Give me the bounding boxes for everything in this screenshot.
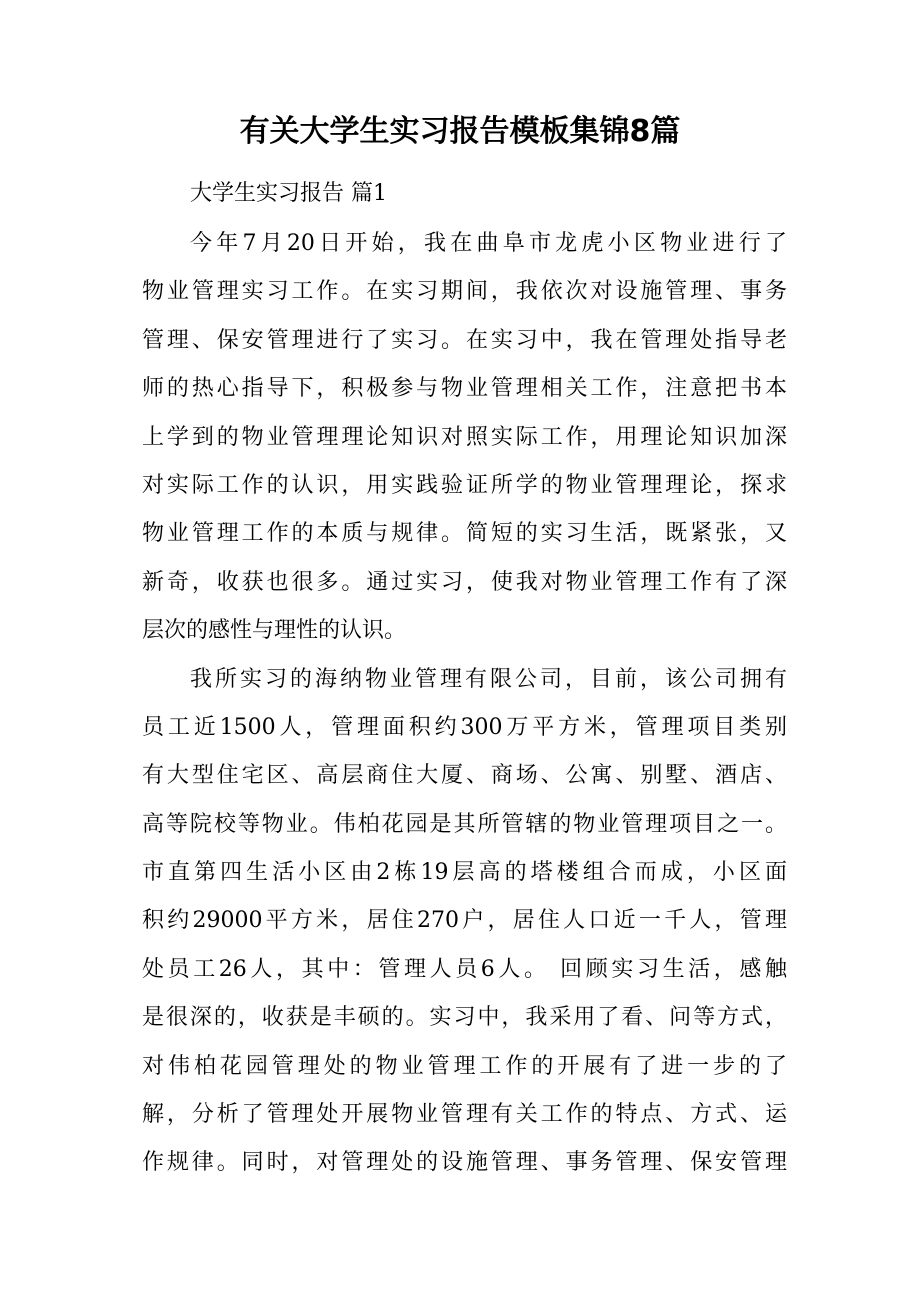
paragraph-line: 市直第四生活小区由2栋19层高的塔楼组合而成，小区面 [142, 860, 787, 886]
paragraph-line: 物业管理实习工作。在实习期间，我依次对设施管理、事务 [142, 279, 787, 305]
body-text [142, 222, 787, 1190]
document-title: 有关大学生实习报告模板集锦8篇 [239, 114, 681, 149]
paragraph-line: 层次的感性与理性的认识。 [142, 618, 407, 644]
section-heading: 大学生实习报告 篇1 [190, 181, 387, 206]
paragraph-line: 高等院校等物业。伟柏花园是其所管辖的物业管理项目之一。 [142, 811, 787, 837]
paragraph-line: 作规律。同时，对管理处的设施管理、事务管理、保安管理 [142, 1150, 787, 1176]
paragraph-line: 物业管理工作的本质与规律。简短的实习生活，既紧张，又 [142, 521, 787, 547]
paragraph-line: 积约29000平方米，居住270户，居住人口近一千人，管理 [142, 908, 787, 934]
paragraph-line: 管理、保安管理进行了实习。在实习中，我在管理处指导老 [142, 327, 787, 353]
paragraph-line: 解，分析了管理处开展物业管理有关工作的特点、方式、运 [142, 1102, 787, 1128]
paragraph-line: 员工近1500人，管理面积约300万平方米，管理项目类别 [142, 714, 787, 740]
paragraph-line: 上学到的物业管理理论知识对照实际工作，用理论知识加深 [142, 424, 787, 450]
paragraph-line: 对实际工作的认识，用实践验证所学的物业管理理论，探求 [142, 472, 787, 498]
paragraph-line: 对伟柏花园管理处的物业管理工作的开展有了进一步的了 [142, 1053, 787, 1079]
paragraph-line: 师的热心指导下，积极参与物业管理相关工作，注意把书本 [142, 376, 787, 402]
paragraph-line: 今年7月20日开始，我在曲阜市龙虎小区物业进行了 [190, 231, 787, 256]
paragraph-line: 是很深的，收获是丰硕的。实习中，我采用了看、问等方式， [142, 1005, 787, 1031]
paragraph-line: 处员工26人，其中：管理人员6人。 回顾实习生活，感触 [142, 956, 787, 982]
paragraph-line: 新奇，收获也很多。通过实习，使我对物业管理工作有了深 [142, 569, 787, 595]
paragraph-line: 我所实习的海纳物业管理有限公司，目前，该公司拥有 [190, 666, 787, 692]
paragraph-line: 有大型住宅区、高层商住大厦、商场、公寓、别墅、酒店、 [142, 763, 787, 789]
